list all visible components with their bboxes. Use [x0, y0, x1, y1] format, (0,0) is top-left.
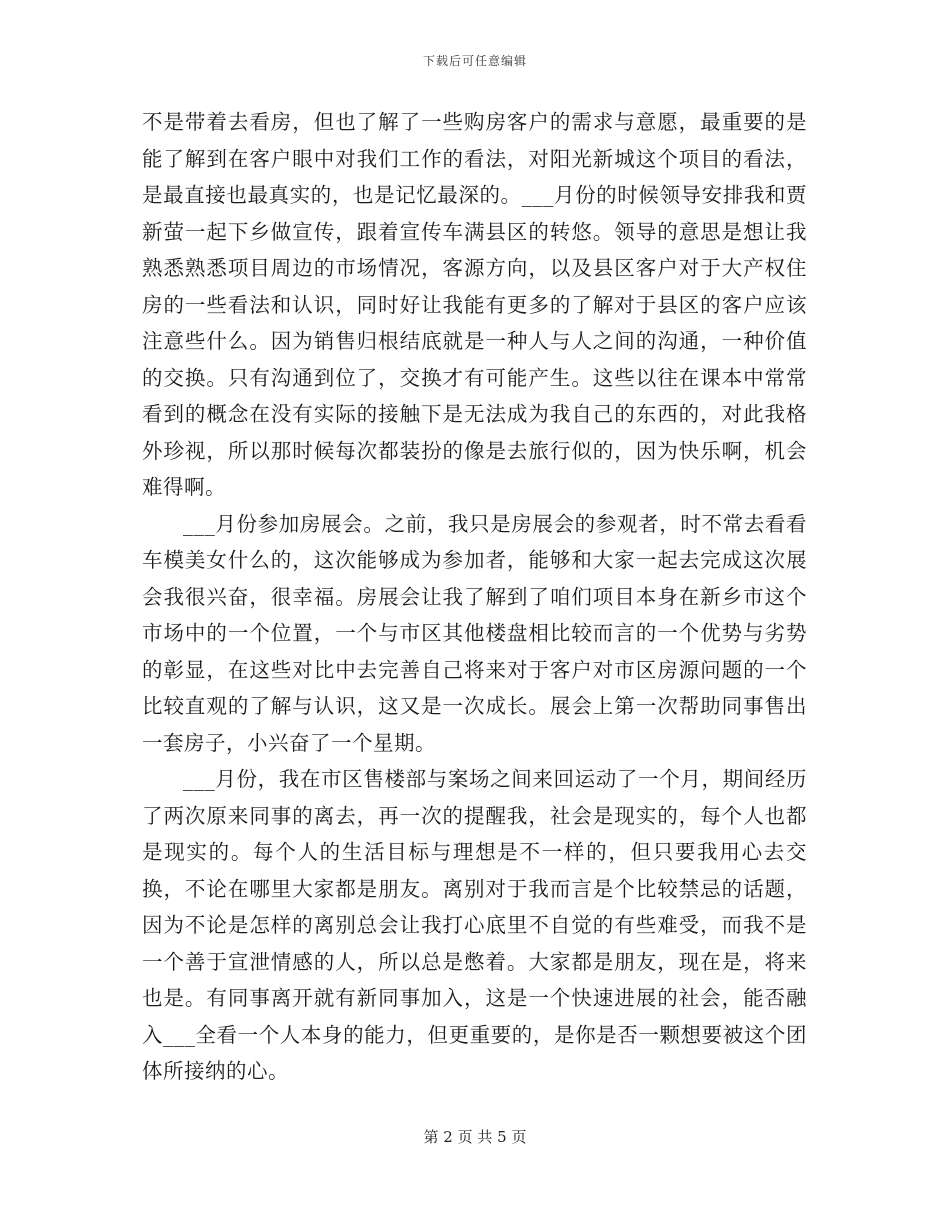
paragraph-2: ___月份参加房展会。之前，我只是房展会的参观者，时不常去看看车模美女什么的，这次能够成为参加者，能够和大家一起去完成这次展会我很兴奋，很幸福。房展会让我了解到了咱们项目本身在新乡市这个市场中的一个位置，一个与市区其他楼盘相比较而言的一个优势与劣势的彰显，在这些对比中去完善自己将来对于客户对市区房源问题的一个比较直观的了解与认识，这又是一次成长。展会上第一次帮助同事售出一套房子，小兴奋了一个星期。 — [142, 511, 807, 755]
paragraph-3: ___月份，我在市区售楼部与案场之间来回运动了一个月，期间经历了两次原来同事的离去，再一次的提醒我，社会是现实的，每个人也都是现实的。每个人的生活目标与理想是不一样的，但只要我用心去交换，不论在哪里大家都是朋友。离别对于我而言是个比较禁忌的话题，因为不论是怎样的离别总会让我打心底里不自觉的有些难受，而我不是一个善于宣泄情感的人，所以总是憋着。大家都是朋友，现在是，将来也是。有同事离开就有新同事加入，这是一个快速进展的社会，能否融入___全看一个人本身的能力，但更重要的，是你是否一颗想要被这个团体所接纳的心。 — [142, 767, 807, 1083]
paragraph-1: 不是带着去看房，但也了解了一些购房客户的需求与意愿，最重要的是能了解到在客户眼中对我们工作的看法，对阳光新城这个项目的看法，是最直接也最真实的，也是记忆最深的。___月份的时候领导安排我和贾新萤一起下乡做宣传，跟着宣传车满县区的转悠。领导的意思是想让我熟悉熟悉项目周边的市场情况，客源方向，以及县区客户对于大产权住房的一些看法和认识，同时好让我能有更多的了解对于县区的客户应该注意些什么。因为销售归根结底就是一种人与人之间的沟通，一种价值的交换。只有沟通到位了，交换才有可能产生。这些以往在课本中常常看到的概念在没有实际的接触下是无法成为我自己的东西的，对此我格外珍视，所以那时候每次都装扮的像是去旅行似的，因为快乐啊，机会难得啊。 — [142, 110, 807, 499]
document-body — [142, 104, 807, 1090]
page-header-note: 下载后可任意编辑 — [422, 54, 527, 68]
page-number: 第 2 页 共 5 页 — [423, 1128, 527, 1146]
